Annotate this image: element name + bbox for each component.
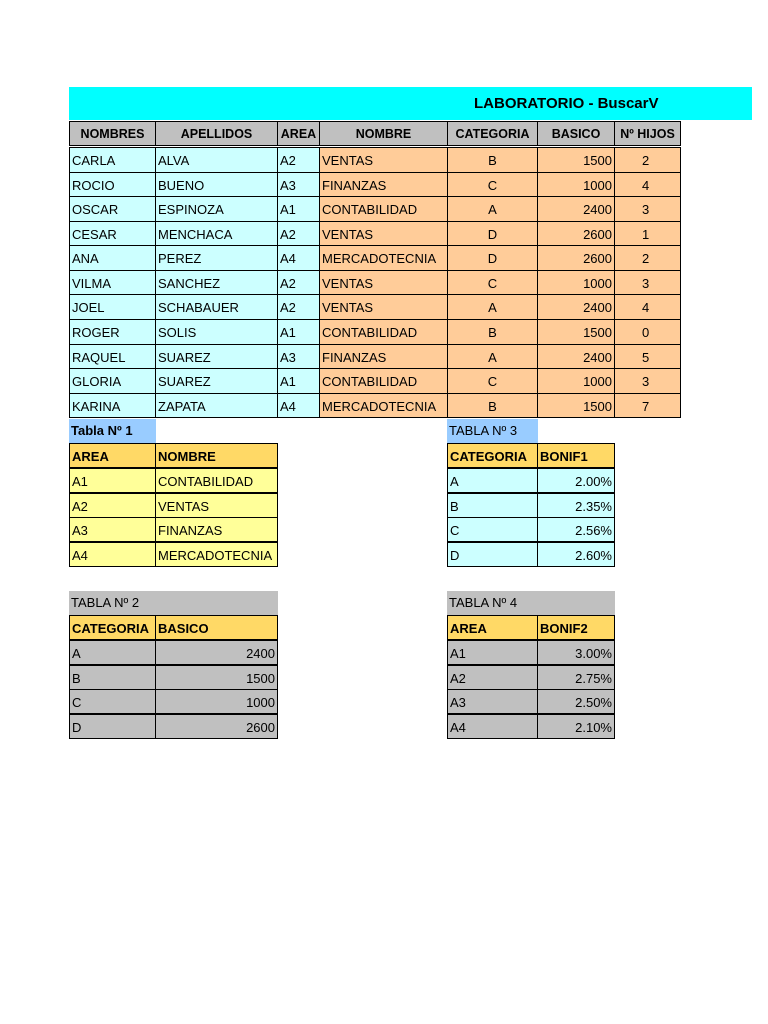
table3-cell-value[interactable]: 2.00% [537,468,615,493]
main-cell-nombre[interactable]: CONTABILIDAD [319,319,448,345]
main-cell-nombres[interactable]: OSCAR [69,196,156,222]
main-cell-basico[interactable]: 2400 [537,196,615,222]
main-cell-hijos[interactable]: 3 [614,270,681,295]
main-cell-nombre[interactable]: CONTABILIDAD [319,196,448,222]
main-cell-nombres[interactable]: RAQUEL [69,344,156,369]
main-cell-nombres[interactable]: ROCIO [69,172,156,197]
main-cell-categoria[interactable]: B [447,319,538,345]
main-header-categoria[interactable]: CATEGORIA [447,121,538,146]
main-cell-apellidos[interactable]: SUAREZ [155,344,278,369]
main-cell-area[interactable]: A2 [277,221,320,246]
main-cell-apellidos[interactable]: SOLIS [155,319,278,345]
main-cell-categoria[interactable]: D [447,245,538,271]
main-cell-apellidos[interactable]: MENCHACA [155,221,278,246]
table4-cell-value[interactable]: 2.10% [537,714,615,739]
table1-caption[interactable]: Tabla Nº 1 [69,419,156,443]
main-cell-basico[interactable]: 1000 [537,368,615,394]
main-header-nombres[interactable]: NOMBRES [69,121,156,146]
table2-cell-key[interactable]: A [69,640,156,665]
main-header-basico[interactable]: BASICO [537,121,615,146]
table2-header-value[interactable]: BASICO [155,615,278,640]
main-cell-hijos[interactable]: 3 [614,368,681,394]
table1-cell-key[interactable]: A1 [69,468,156,493]
main-cell-hijos[interactable]: 4 [614,172,681,197]
main-cell-apellidos[interactable]: BUENO [155,172,278,197]
table2-cell-key[interactable]: C [69,689,156,714]
table2-cell-key[interactable]: D [69,714,156,739]
main-cell-categoria[interactable]: C [447,270,538,295]
main-cell-apellidos[interactable]: SCHABAUER [155,294,278,320]
table2-cell-value[interactable]: 1500 [155,665,278,690]
main-cell-area[interactable]: A2 [277,270,320,295]
main-cell-nombres[interactable]: CESAR [69,221,156,246]
table4-cell-key[interactable]: A2 [447,665,538,690]
table3-caption[interactable]: TABLA Nº 3 [447,419,538,443]
table1-cell-key[interactable]: A2 [69,493,156,518]
main-cell-apellidos[interactable]: SANCHEZ [155,270,278,295]
table1-cell-value[interactable]: CONTABILIDAD [155,468,278,493]
table1-cell-key[interactable]: A4 [69,542,156,567]
table1-cell-value[interactable]: FINANZAS [155,517,278,542]
main-cell-nombres[interactable]: CARLA [69,147,156,173]
table3-cell-value[interactable]: 2.60% [537,542,615,567]
main-cell-basico[interactable]: 2600 [537,245,615,271]
main-cell-categoria[interactable]: B [447,147,538,173]
table4-cell-key[interactable]: A1 [447,640,538,665]
main-header-nombre[interactable]: NOMBRE [319,121,448,146]
table3-cell-value[interactable]: 2.35% [537,493,615,518]
main-cell-apellidos[interactable]: PEREZ [155,245,278,271]
table2-cell-value[interactable]: 2400 [155,640,278,665]
table4-header-value[interactable]: BONIF2 [537,615,615,640]
main-cell-nombre[interactable]: FINANZAS [319,172,448,197]
main-cell-area[interactable]: A4 [277,245,320,271]
main-cell-nombre[interactable]: VENTAS [319,147,448,173]
main-cell-basico[interactable]: 2600 [537,221,615,246]
main-cell-nombres[interactable]: KARINA [69,393,156,418]
main-cell-hijos[interactable]: 5 [614,344,681,369]
main-cell-basico[interactable]: 1500 [537,319,615,345]
main-cell-basico[interactable]: 1000 [537,172,615,197]
main-cell-area[interactable]: A3 [277,344,320,369]
main-cell-basico[interactable]: 1500 [537,147,615,173]
main-cell-nombres[interactable]: VILMA [69,270,156,295]
table4-header-key[interactable]: AREA [447,615,538,640]
main-cell-nombre[interactable]: VENTAS [319,270,448,295]
main-cell-categoria[interactable]: A [447,344,538,369]
main-header-apellidos[interactable]: APELLIDOS [155,121,278,146]
main-cell-area[interactable]: A1 [277,196,320,222]
main-cell-categoria[interactable]: C [447,172,538,197]
main-cell-nombre[interactable]: MERCADOTECNIA [319,245,448,271]
main-cell-nombre[interactable]: MERCADOTECNIA [319,393,448,418]
table2-cell-value[interactable]: 1000 [155,689,278,714]
main-cell-apellidos[interactable]: ALVA [155,147,278,173]
table2-caption[interactable]: TABLA Nº 2 [69,591,278,615]
main-cell-basico[interactable]: 1500 [537,393,615,418]
table3-header-key[interactable]: CATEGORIA [447,443,538,468]
main-cell-categoria[interactable]: C [447,368,538,394]
main-cell-nombres[interactable]: JOEL [69,294,156,320]
main-cell-hijos[interactable]: 0 [614,319,681,345]
main-cell-nombres[interactable]: ROGER [69,319,156,345]
table3-cell-key[interactable]: C [447,517,538,542]
table1-cell-value[interactable]: MERCADOTECNIA [155,542,278,567]
main-cell-area[interactable]: A2 [277,147,320,173]
main-cell-nombre[interactable]: CONTABILIDAD [319,368,448,394]
main-cell-area[interactable]: A3 [277,172,320,197]
table4-cell-key[interactable]: A4 [447,714,538,739]
main-cell-apellidos[interactable]: ZAPATA [155,393,278,418]
main-cell-hijos[interactable]: 4 [614,294,681,320]
main-cell-area[interactable]: A1 [277,368,320,394]
main-cell-nombres[interactable]: GLORIA [69,368,156,394]
main-cell-nombre[interactable]: FINANZAS [319,344,448,369]
page-title: LABORATORIO - BuscarV [474,95,659,112]
table3-cell-key[interactable]: D [447,542,538,567]
table2-header-key[interactable]: CATEGORIA [69,615,156,640]
table1-cell-value[interactable]: VENTAS [155,493,278,518]
main-cell-categoria[interactable]: A [447,294,538,320]
main-cell-area[interactable]: A4 [277,393,320,418]
main-cell-hijos[interactable]: 7 [614,393,681,418]
main-cell-apellidos[interactable]: SUAREZ [155,368,278,394]
main-cell-apellidos[interactable]: ESPINOZA [155,196,278,222]
table1-header-key[interactable]: AREA [69,443,156,468]
table4-caption[interactable]: TABLA Nº 4 [447,591,615,615]
main-cell-nombres[interactable]: ANA [69,245,156,271]
main-cell-hijos[interactable]: 2 [614,147,681,173]
table4-cell-value[interactable]: 2.75% [537,665,615,690]
table4-cell-value[interactable]: 2.50% [537,689,615,714]
main-cell-basico[interactable]: 2400 [537,294,615,320]
table3-cell-value[interactable]: 2.56% [537,517,615,542]
table4-cell-value[interactable]: 3.00% [537,640,615,665]
title-banner [69,87,752,120]
main-header-hijos[interactable]: Nº HIJOS [614,121,681,146]
main-cell-basico[interactable]: 2400 [537,344,615,369]
main-cell-nombre[interactable]: VENTAS [319,221,448,246]
table2-cell-key[interactable]: B [69,665,156,690]
main-cell-categoria[interactable]: B [447,393,538,418]
table2-cell-value[interactable]: 2600 [155,714,278,739]
table3-cell-key[interactable]: A [447,468,538,493]
main-cell-hijos[interactable]: 3 [614,196,681,222]
main-cell-basico[interactable]: 1000 [537,270,615,295]
main-cell-nombre[interactable]: VENTAS [319,294,448,320]
main-cell-area[interactable]: A2 [277,294,320,320]
main-header-area[interactable]: AREA [277,121,320,146]
main-cell-area[interactable]: A1 [277,319,320,345]
table1-header-value[interactable]: NOMBRE [155,443,278,468]
main-cell-categoria[interactable]: D [447,221,538,246]
table1-cell-key[interactable]: A3 [69,517,156,542]
table4-cell-key[interactable]: A3 [447,689,538,714]
table3-header-value[interactable]: BONIF1 [537,443,615,468]
table3-cell-key[interactable]: B [447,493,538,518]
main-cell-categoria[interactable]: A [447,196,538,222]
main-cell-hijos[interactable]: 2 [614,245,681,271]
main-cell-hijos[interactable]: 1 [614,221,681,246]
